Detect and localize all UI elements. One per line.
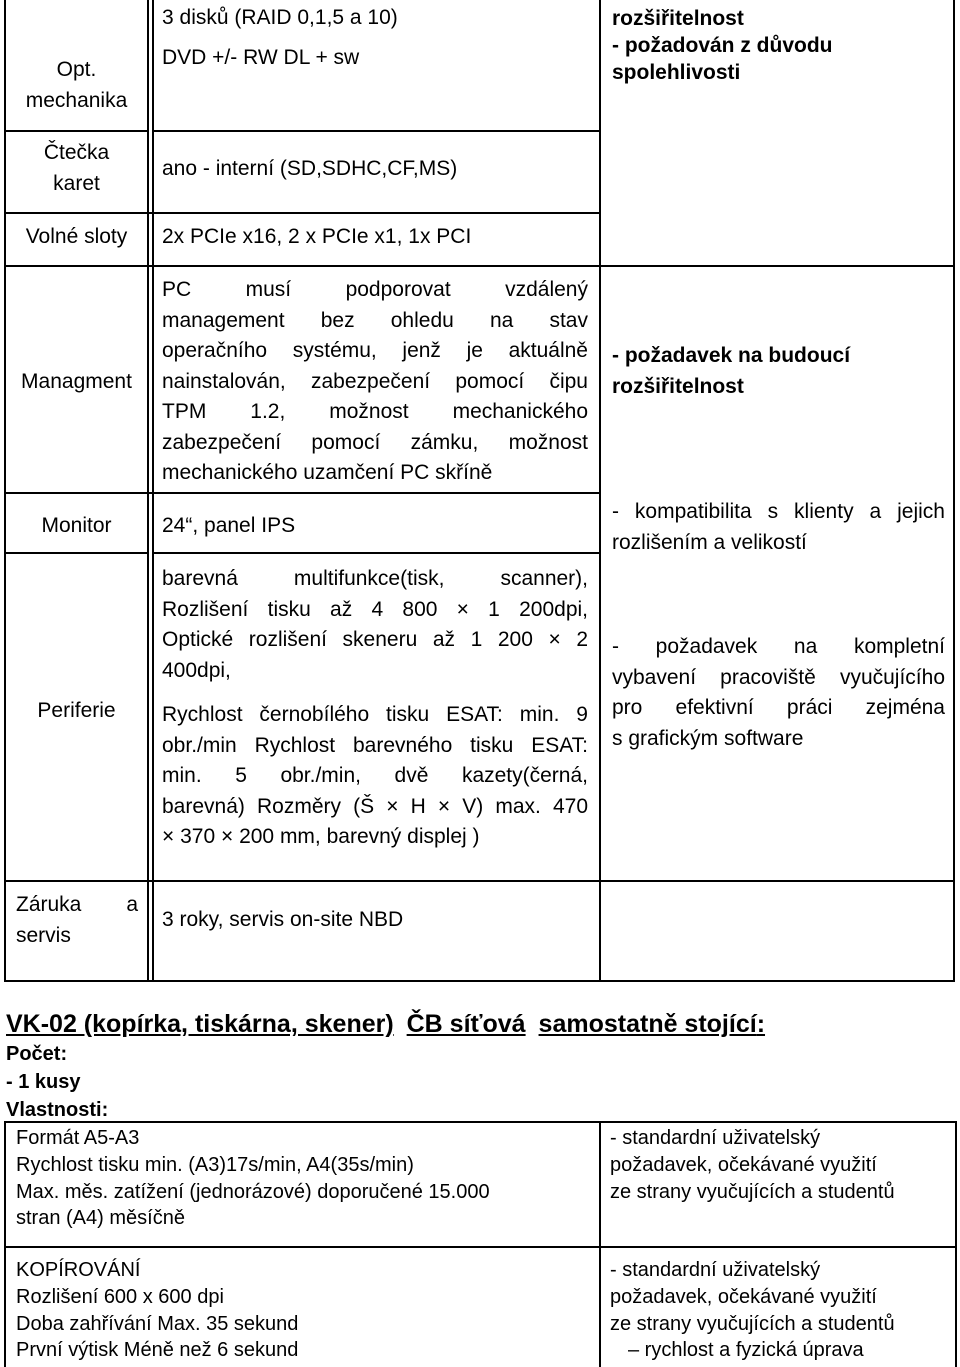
t2-row2-note: - standardní uživatelský požadavek, očekávané využití ze strany vyučujících a studentů – rychlost a fyzická úprava <box>610 1259 895 1362</box>
row-value-monitor: 24“, panel IPS <box>162 514 296 537</box>
row-label-periferie: Periferie <box>37 699 116 722</box>
row-value-volne-sloty: 2x PCIe x16, 2 x PCIe x1, 1x PCI <box>162 225 472 248</box>
row-label-zaruka: Záruka a servis <box>16 893 138 947</box>
t2-row1-value: Formát A5-A3 Rychlost tisku min. (A3)17s/min, A4(35s/min) Max. měs. zatížení (jednorázové) doporučené 15.000 stran (A4) měsíčně <box>16 1127 490 1230</box>
row-label-ctecka-karet: Čtečka karet <box>43 141 110 195</box>
row-value-managment: PC musí podporovat vzdálený management bez ohledu na stav operačního systému, jenž je aktuálně nainstalován, zabezpečení pomocí čipu TPM 1.2, možnost mechanického zabezpečení pomocí zámku, možnost mechanického uzamčení PC skříně <box>162 278 588 484</box>
row-note-opt-mechanika: rozšiřitelnost - požadován z důvodu spolehlivosti <box>612 7 833 84</box>
row-label-opt-mechanika: Opt. mechanika <box>25 58 128 112</box>
row-value-opt-mechanika: 3 disků (RAID 0,1,5 a 10) DVD +/- RW DL + sw <box>162 6 398 69</box>
count-label: Počet: <box>6 1043 68 1065</box>
section-heading: VK-02 (kopírka, tiskárna, skener) ČB síťová samostatně stojící: <box>6 1010 766 1038</box>
t2-row1-note: - standardní uživatelský požadavek, očekávané využití ze strany vyučujících a studentů <box>610 1127 895 1203</box>
row-note-monitor: - kompatibilita s klienty a jejich rozlišením a velikostí <box>612 500 945 554</box>
row-value-zaruka: 3 roky, servis on-site NBD <box>162 908 404 931</box>
row-label-managment: Managment <box>21 370 132 393</box>
row-note-managment: - požadavek na budoucí rozšiřitelnost <box>612 344 851 398</box>
row-note-periferie: - požadavek na kompletní vybavení pracoviště vyučujícího pro efektivní práci zejména s grafickým software <box>612 635 945 750</box>
row-value-ctecka-karet: ano - interní (SD,SDHC,CF,MS) <box>162 157 458 180</box>
count-value: - 1 kusy <box>6 1071 81 1093</box>
row-value-periferie: barevná multifunkce(tisk, scanner), Rozlišení tisku až 4 800 × 1 200dpi, Optické rozlišení skeneru až 1 200 × 2 400dpi, Rychlost černobílého tisku ESAT: min. 9 obr./min Rychlost barevného tisku ESAT: min. 5 obr./min, dvě kazety(černá, barevná) Rozměry (Š × H × V) max. 470 × 370 × 200 mm, barevný displej ) <box>162 567 588 848</box>
row-label-volne-sloty: Volné sloty <box>25 225 128 248</box>
t2-row2-value: KOPÍROVÁNÍ Rozlišení 600 x 600 dpi Doba zahřívání Max. 35 sekund První výtisk Méně než 6 sekund <box>16 1259 299 1362</box>
row-label-monitor: Monitor <box>41 514 112 537</box>
properties-label: Vlastnosti: <box>6 1099 109 1121</box>
